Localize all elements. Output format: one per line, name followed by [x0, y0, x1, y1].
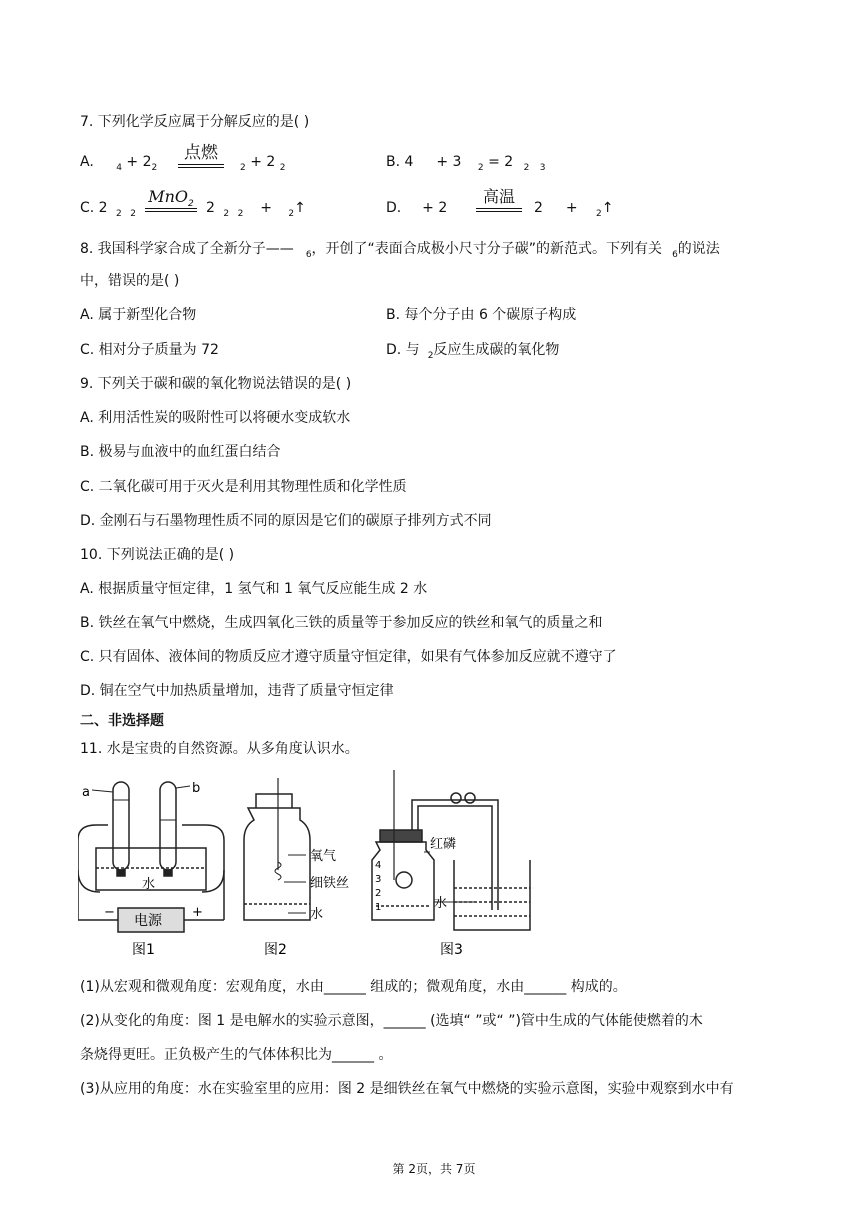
q11-sub3: (3)从应用的角度：水在实验室里的应用：图 2 是细铁丝在氧气中燃烧的实验示意图，实验中观察到水中有: [80, 1081, 734, 1097]
q8-option-a: A. 属于新型化合物: [80, 307, 197, 323]
q7-option-b: B. 4 + 3 $_2$ = 2 $_2$ $_3$: [386, 154, 546, 173]
q7-stem: 7. 下列化学反应属于分解反应的是( ): [80, 114, 310, 130]
fig1-label-water: 水: [142, 877, 156, 892]
fig3-mark-2: 2: [375, 888, 382, 899]
fig1-label-b: b: [192, 781, 201, 796]
q7-d-part2: 2: [534, 200, 543, 216]
q7-d-part1: + 2: [422, 200, 448, 216]
q7-option-a: A. $_4 + 2_2$: [80, 154, 158, 173]
q7-a-products: $_2$ + 2 $_2$: [240, 154, 286, 173]
q7-a-part1: + 2: [126, 154, 152, 170]
q7-d-condition: 高温: [476, 188, 522, 206]
q7-a-part2: + 2: [250, 154, 276, 170]
fig2-label-water: 水: [310, 907, 324, 922]
fig3-mark-3: 3: [375, 874, 382, 885]
q7-d-gas-arrow: ↑: [601, 200, 614, 216]
q7-d-products: 2 + $_2$↑: [534, 200, 614, 219]
fig2-caption: 图2: [264, 942, 287, 958]
q9-stem: 9. 下列关于碳和碳的氧化物说法错误的是( ): [80, 376, 352, 392]
q11-sub2-line2: 条烧得更旺。正负极产生的气体体积比为______ 。: [80, 1047, 393, 1063]
q11-sub2-line1: (2)从变化的角度：图 1 是电解水的实验示意图，______ (选填“ ”或“ ”)管中生成的气体能使燃着的木: [80, 1013, 703, 1029]
q7-a-label: A.: [80, 154, 94, 170]
q10-option-a: A. 根据质量守恒定律，1 氢气和 1 氧气反应能生成 2 水: [80, 581, 428, 597]
q7-b-part2: = 2: [488, 154, 514, 170]
q7-c-products: 2 $_2$ $_2$ + $_2$↑: [206, 200, 306, 219]
q10-option-b: B. 铁丝在氧气中燃烧，生成四氧化三铁的质量等于参加反应的铁丝和氧气的质量之和: [80, 615, 603, 631]
fig1-label-plus: +: [192, 905, 203, 920]
q8-option-c: C. 相对分子质量为 72: [80, 342, 219, 358]
q10-stem: 10. 下列说法正确的是( ): [80, 547, 235, 563]
fig2-iron-wire-jar: [244, 778, 310, 920]
q11-figures: [78, 770, 798, 965]
q7-c-part2: +: [260, 200, 272, 216]
section-heading: 二、非选择题: [80, 713, 164, 729]
q9-option-d: D. 金刚石与石墨物理性质不同的原因是它们的碳原子排列方式不同: [80, 513, 492, 529]
q9-option-a: A. 利用活性炭的吸附性可以将硬水变成软水: [80, 410, 351, 426]
q9-option-c: C. 二氧化碳可用于灭火是利用其物理性质和化学性质: [80, 479, 407, 495]
q7-c-gas-arrow: ↑: [294, 200, 306, 216]
fig2-label-oxygen: 氧气: [310, 849, 337, 864]
fig1-label-minus: −: [104, 905, 115, 920]
q8-option-d: D. 与 $_2$反应生成碳的氧化物: [386, 342, 560, 361]
q8-stem-line2: 中，错误的是( ): [80, 273, 180, 289]
q7-d-part3: +: [565, 200, 578, 216]
q11-sub1: (1)从宏观和微观角度：宏观角度，水由______ 组成的；微观角度，水由______ 构成的。: [80, 979, 627, 995]
fig3-caption: 图3: [440, 942, 463, 958]
fig2-label-wire: 细铁丝: [310, 876, 350, 891]
q7-b-label: B. 4: [386, 154, 414, 170]
fig3-label-phosphorus: 红磷: [430, 837, 457, 852]
q10-option-d: D. 铜在空气中加热质量增加，违背了质量守恒定律: [80, 683, 394, 699]
q10-option-c: C. 只有固体、液体间的物质反应才遵守质量守恒定律，如果有气体参加反应就不遵守了: [80, 649, 617, 665]
fig1-label-power: 电源: [134, 913, 162, 929]
q8-stem: 8. 我国科学家合成了全新分子—— $_6$，开创了“表面合成极小尺寸分子碳”的新范式。下列有关 $_6$的说法: [80, 241, 720, 260]
page-footer: 第 2页，共 7页: [392, 1162, 476, 1176]
q11-stem: 11. 水是宝贵的自然资源。从多角度认识水。: [80, 741, 359, 757]
q7-option-d: [386, 198, 447, 218]
fig3-mark-4: 4: [375, 860, 382, 871]
q7-c-condition: MnO$_2$: [145, 188, 197, 213]
fig1-label-a: a: [82, 785, 90, 800]
fig3-label-water: 水: [434, 896, 448, 911]
q7-b-part1: + 3: [436, 154, 462, 170]
q8-option-b: B. 每个分子由 6 个碳原子构成: [386, 307, 577, 323]
fig3-mark-1: 1: [375, 902, 382, 913]
q7-c-label: C. 2: [80, 200, 108, 216]
q9-option-b: B. 极易与血液中的血红蛋白结合: [80, 444, 281, 460]
q7-c-part1: 2: [206, 200, 215, 216]
q7-d-label: D.: [386, 200, 402, 216]
q7-a-condition: 点燃: [178, 144, 224, 162]
fig1-caption: 图1: [132, 942, 155, 958]
q7-option-c: C. 2 $_2$ $_2$: [80, 200, 136, 219]
